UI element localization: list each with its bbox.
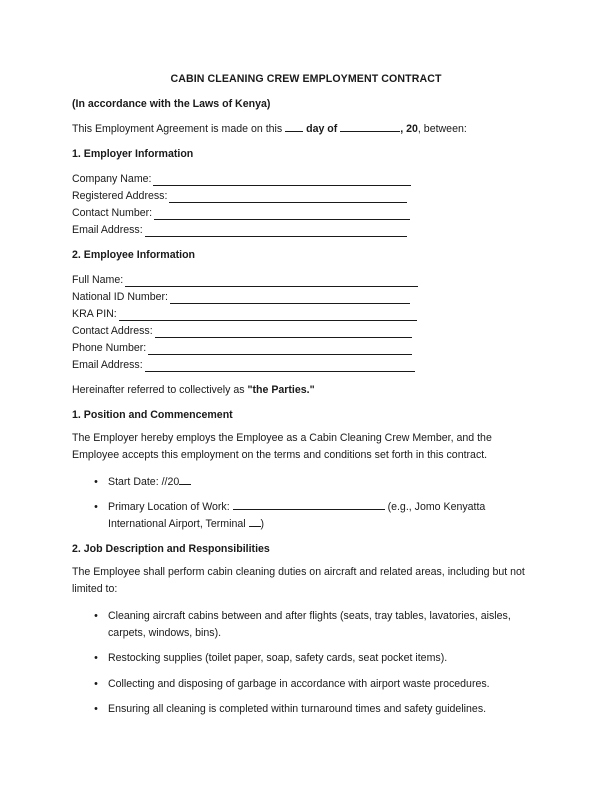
field-blank[interactable] <box>169 193 407 203</box>
field-label: National ID Number: <box>72 291 168 303</box>
field-label: Contact Address: <box>72 325 153 337</box>
duty-item: Collecting and disposing of garbage in accordance with airport waste procedures. <box>108 678 490 690</box>
registered-address-field[interactable] <box>72 190 407 203</box>
start-date-label: Start Date: //20 <box>108 476 180 488</box>
field-blank[interactable] <box>154 210 410 220</box>
section2-heading: 2. Job Description and Responsibilities <box>72 543 270 555</box>
company-name-field[interactable] <box>72 173 411 186</box>
employer-heading: 1. Employer Information <box>72 148 194 160</box>
field-blank[interactable] <box>170 294 410 304</box>
document-subtitle: (In accordance with the Laws of Kenya) <box>72 98 271 110</box>
employer-email-field[interactable] <box>72 224 407 237</box>
field-blank[interactable] <box>148 345 412 355</box>
section1-heading: 1. Position and Commencement <box>72 409 233 421</box>
phone-number-field[interactable] <box>72 342 412 355</box>
location-item <box>108 499 538 533</box>
contact-address-field[interactable] <box>72 325 412 338</box>
field-label: Email Address: <box>72 359 143 371</box>
duty-item: Ensuring all cleaning is completed within turnaround times and safety guidelines. <box>108 703 487 715</box>
field-label: Registered Address: <box>72 190 168 202</box>
field-blank[interactable] <box>145 227 407 237</box>
agreement-intro <box>72 122 467 136</box>
terminal-blank[interactable] <box>249 517 261 527</box>
employee-email-field[interactable] <box>72 359 415 372</box>
day-blank[interactable] <box>285 122 303 132</box>
location-hint-terminal: International Airport, Terminal <box>108 518 249 530</box>
start-date-item <box>108 474 538 491</box>
duty-item: Cleaning aircraft cabins between and after flights (seats, tray tables, lavatories, aisles, carpets, windows, bins). <box>108 610 511 639</box>
location-label: Primary Location of Work: <box>108 501 233 513</box>
location-blank[interactable] <box>233 500 385 510</box>
employee-heading: 2. Employee Information <box>72 249 196 261</box>
intro-suffix: , between: <box>417 123 467 135</box>
bullet-glyph: • <box>94 678 98 690</box>
parties-term: "the Parties." <box>247 384 315 396</box>
month-blank[interactable] <box>340 122 400 132</box>
intro-year: , 20 <box>400 123 418 135</box>
field-label: Email Address: <box>72 224 143 236</box>
section2-text: The Employee shall perform cabin cleaning duties on aircraft and related areas, including but not limited to: <box>72 566 525 595</box>
field-label: Phone Number: <box>72 342 147 354</box>
parties-prefix: Hereinafter referred to collectively as <box>72 384 248 396</box>
field-label: Full Name: <box>72 274 124 286</box>
bullet-glyph: • <box>94 476 98 488</box>
location-hint: (e.g., Jomo Kenyatta <box>384 501 486 513</box>
field-blank[interactable] <box>153 176 411 186</box>
document-title: CABIN CLEANING CREW EMPLOYMENT CONTRACT <box>170 73 442 85</box>
start-date-year-blank[interactable] <box>179 475 191 485</box>
field-blank[interactable] <box>145 362 415 372</box>
intro-day-of: day of <box>303 123 341 135</box>
bullet-glyph: • <box>94 652 98 664</box>
section1-text: The Employer hereby employs the Employee as a Cabin Cleaning Crew Member, and the Employee accepts this employment on the terms and conditions set forth in this contract. <box>72 432 492 461</box>
field-blank[interactable] <box>125 277 418 287</box>
bullet-glyph: • <box>94 610 98 622</box>
field-blank[interactable] <box>119 311 417 321</box>
national-id-field[interactable] <box>72 291 410 304</box>
field-label: KRA PIN: <box>72 308 117 320</box>
contact-number-field[interactable] <box>72 207 410 220</box>
field-label: Contact Number: <box>72 207 153 219</box>
full-name-field[interactable] <box>72 274 418 287</box>
field-blank[interactable] <box>155 328 412 338</box>
parties-statement <box>72 384 315 397</box>
kra-pin-field[interactable] <box>72 308 417 321</box>
intro-prefix: This Employment Agreement is made on this <box>72 123 286 135</box>
duty-item: Restocking supplies (toilet paper, soap, safety cards, seat pocket items). <box>108 652 448 664</box>
field-label: Company Name: <box>72 173 152 185</box>
bullet-glyph: • <box>94 501 98 513</box>
location-hint-close: ) <box>260 518 265 530</box>
bullet-glyph: • <box>94 703 98 715</box>
